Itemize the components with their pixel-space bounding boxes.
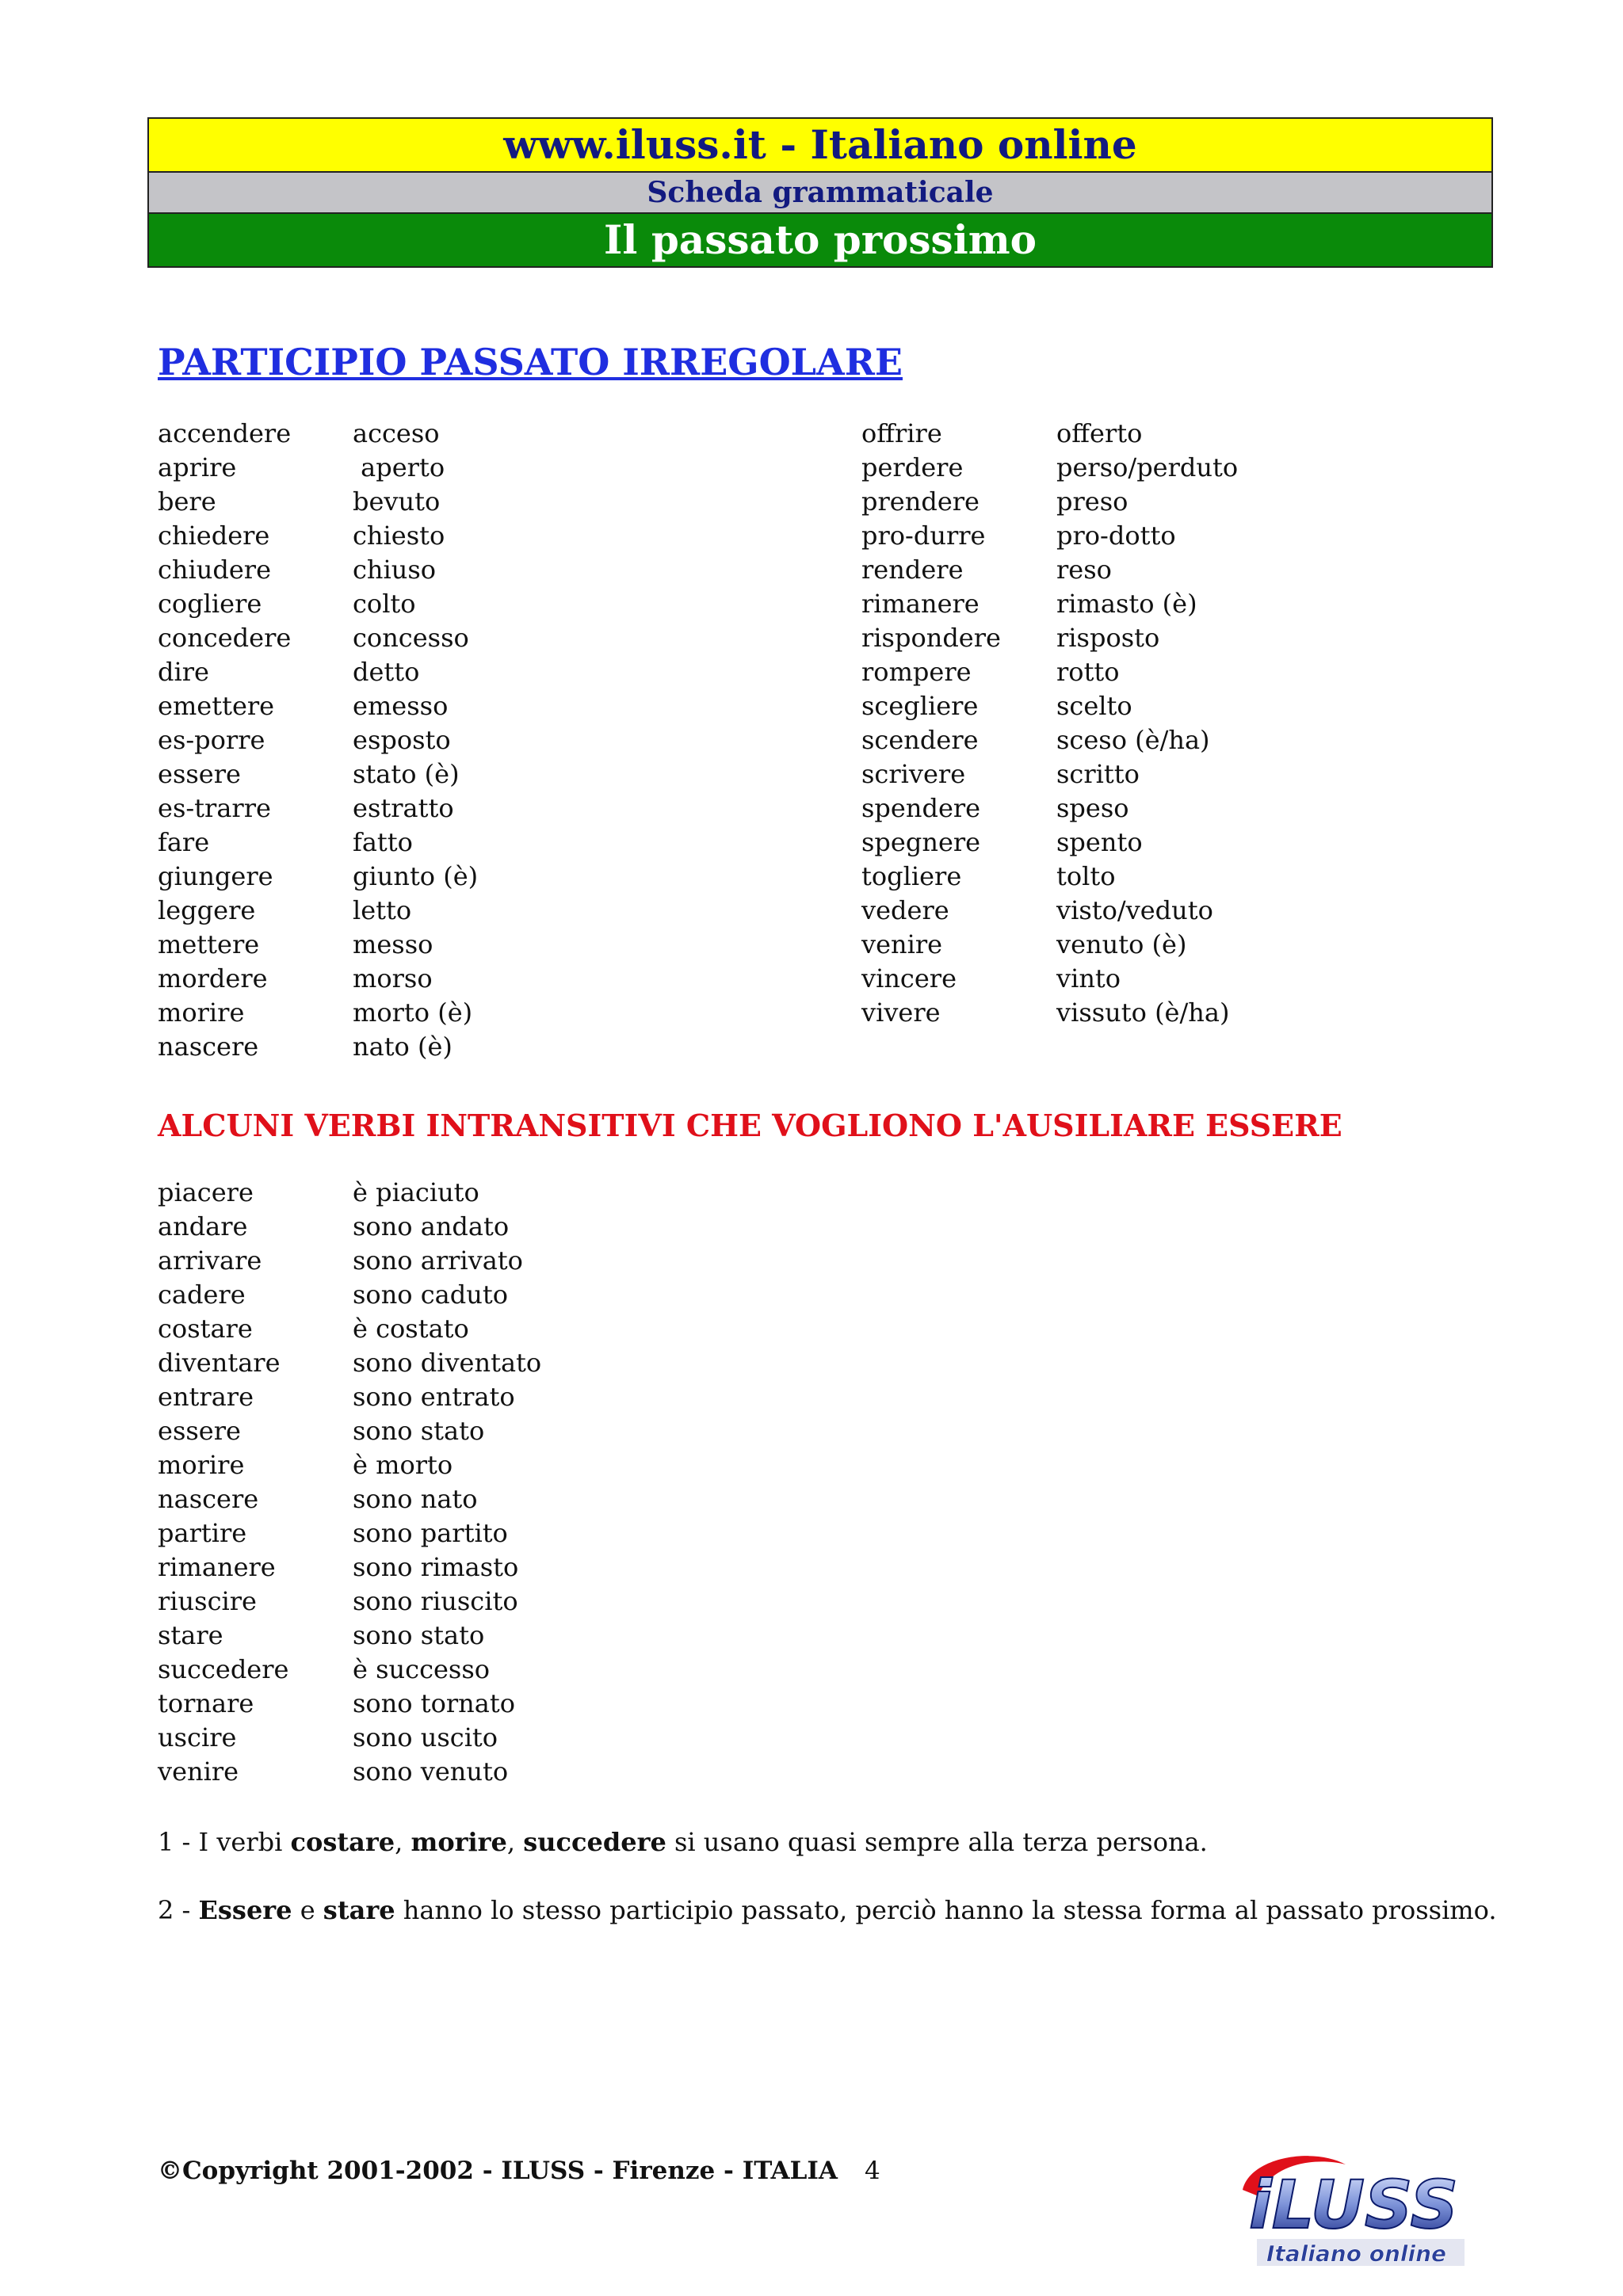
iluss-logo: [1227, 2141, 1480, 2275]
past-participle: morto (è): [353, 997, 473, 1028]
essere-verb-row: [158, 1244, 541, 1278]
past-participle: è morto: [353, 1450, 453, 1480]
infinitive: rimanere: [158, 1552, 276, 1582]
note-1-suffix: si usano quasi sempre alla terza persona.: [666, 1827, 1208, 1857]
essere-verb-row: [158, 1721, 541, 1755]
past-participle: bevuto: [353, 486, 441, 517]
past-participle: stato (è): [353, 759, 460, 789]
irregular-left-row: [158, 587, 478, 621]
past-participle: aperto: [353, 452, 445, 482]
past-participle: pro-dotto: [1056, 521, 1176, 551]
past-participle: sono tornato: [353, 1688, 515, 1718]
infinitive: chiedere: [158, 521, 270, 551]
past-participle: risposto: [1056, 623, 1160, 653]
infinitive: costare: [158, 1314, 253, 1344]
irregular-left-row: [158, 962, 478, 996]
irregular-right-row: [861, 894, 1238, 928]
infinitive: dire: [158, 657, 209, 687]
irregular-left-row: [158, 519, 478, 553]
irregular-right-row: [861, 826, 1238, 860]
past-participle: chiuso: [353, 555, 437, 585]
note-2-prefix: 2 -: [158, 1895, 199, 1925]
infinitive: partire: [158, 1518, 247, 1548]
irregular-list-left: [158, 417, 478, 1064]
irregular-right-row: [861, 689, 1238, 723]
past-participle: sono stato: [353, 1620, 485, 1650]
irregular-left-row: [158, 826, 478, 860]
infinitive: stare: [158, 1620, 223, 1650]
copyright-text: ©Copyright 2001-2002 - ILUSS - Firenze - ITALIA: [158, 2157, 838, 2185]
irregular-left-row: [158, 791, 478, 826]
infinitive: leggere: [158, 895, 256, 925]
past-participle: spento: [1056, 827, 1143, 857]
past-participle: sono nato: [353, 1484, 478, 1514]
past-participle: sono venuto: [353, 1756, 509, 1787]
essere-verb-row: [158, 1346, 541, 1380]
essere-verb-row: [158, 1619, 541, 1653]
essere-verb-row: [158, 1550, 541, 1585]
essere-verb-row: [158, 1755, 541, 1789]
irregular-right-row: [861, 451, 1238, 485]
irregular-right-row: [861, 723, 1238, 757]
essere-verb-row: [158, 1278, 541, 1312]
infinitive: es-trarre: [158, 793, 271, 823]
irregular-left-row: [158, 723, 478, 757]
infinitive: mettere: [158, 929, 260, 959]
infinitive: mordere: [158, 963, 268, 994]
infinitive: pro-durre: [861, 521, 986, 551]
infinitive: essere: [158, 759, 241, 789]
past-participle: tolto: [1056, 861, 1116, 891]
infinitive: tornare: [158, 1688, 254, 1718]
past-participle: morso: [353, 963, 433, 994]
irregular-left-row: [158, 860, 478, 894]
irregular-right-row: [861, 962, 1238, 996]
infinitive: nascere: [158, 1484, 259, 1514]
note-1: [158, 1827, 1208, 1857]
past-participle: sono diventato: [353, 1348, 542, 1378]
infinitive: arrivare: [158, 1245, 262, 1276]
past-participle: messo: [353, 929, 433, 959]
essere-verb-row: [158, 1380, 541, 1414]
irregular-left-row: [158, 553, 478, 587]
note-1-prefix: 1 - I verbi: [158, 1827, 291, 1857]
infinitive: succedere: [158, 1654, 289, 1684]
past-participle: estratto: [353, 793, 454, 823]
infinitive: rendere: [861, 555, 964, 585]
essere-verb-row: [158, 1448, 541, 1482]
past-participle: rimasto (è): [1056, 589, 1197, 619]
past-participle: sono stato: [353, 1416, 485, 1446]
past-participle: vinto: [1056, 963, 1121, 994]
past-participle: nato (è): [353, 1032, 453, 1062]
irregular-right-row: [861, 791, 1238, 826]
infinitive: fare: [158, 827, 210, 857]
infinitive: nascere: [158, 1032, 259, 1062]
irregular-right-row: [861, 417, 1238, 451]
past-participle: sono entrato: [353, 1382, 515, 1412]
infinitive: uscire: [158, 1722, 237, 1753]
past-participle: vissuto (è/ha): [1056, 997, 1230, 1028]
irregular-left-row: [158, 621, 478, 655]
infinitive: andare: [158, 1211, 248, 1241]
irregular-right-row: [861, 860, 1238, 894]
infinitive: diventare: [158, 1348, 281, 1378]
irregular-right-row: [861, 553, 1238, 587]
infinitive: piacere: [158, 1177, 254, 1207]
infinitive: morire: [158, 997, 245, 1028]
past-participle: è successo: [353, 1654, 491, 1684]
infinitive: scendere: [861, 725, 979, 755]
essere-verb-row: [158, 1176, 541, 1210]
footer: [158, 2157, 880, 2185]
irregular-right-row: [861, 996, 1238, 1030]
irregular-right-row: [861, 587, 1238, 621]
past-participle: chiesto: [353, 521, 445, 551]
essere-verb-row: [158, 1516, 541, 1550]
past-participle: reso: [1056, 555, 1112, 585]
past-participle: è costato: [353, 1314, 469, 1344]
essere-verb-row: [158, 1687, 541, 1721]
past-participle: sono uscito: [353, 1722, 498, 1753]
irregular-left-row: [158, 928, 478, 962]
infinitive: riuscire: [158, 1586, 257, 1616]
infinitive: entrare: [158, 1382, 254, 1412]
essere-verb-row: [158, 1585, 541, 1619]
irregular-left-row: [158, 451, 478, 485]
irregular-left-row: [158, 757, 478, 791]
irregular-left-row: [158, 689, 478, 723]
past-participle: scritto: [1056, 759, 1140, 789]
past-participle: colto: [353, 589, 416, 619]
infinitive: chiudere: [158, 555, 272, 585]
irregular-right-row: [861, 757, 1238, 791]
past-participle: è piaciuto: [353, 1177, 479, 1207]
past-participle: emesso: [353, 691, 449, 721]
essere-verb-row: [158, 1210, 541, 1244]
past-participle: fatto: [353, 827, 413, 857]
note-1-sep2: ,: [506, 1827, 524, 1857]
site-title: www.iluss.it - Italiano online: [149, 119, 1491, 173]
infinitive: perdere: [861, 452, 964, 482]
irregular-list-right: [861, 417, 1238, 1030]
page-title: Il passato prossimo: [149, 214, 1491, 266]
past-participle: detto: [353, 657, 420, 687]
sheet-subtitle: Scheda grammaticale: [149, 173, 1491, 214]
past-participle: preso: [1056, 486, 1128, 517]
note-1-word-morire: morire: [411, 1827, 507, 1857]
infinitive: es-porre: [158, 725, 265, 755]
past-participle: sono caduto: [353, 1280, 508, 1310]
past-participle: esposto: [353, 725, 451, 755]
irregular-left-row: [158, 1030, 478, 1064]
note-1-word-costare: costare: [290, 1827, 395, 1857]
past-participle: sono arrivato: [353, 1245, 523, 1276]
irregular-left-row: [158, 996, 478, 1030]
past-participle: sono partito: [353, 1518, 508, 1548]
infinitive: rimanere: [861, 589, 980, 619]
essere-verbs-list: [158, 1176, 541, 1789]
infinitive: morire: [158, 1450, 245, 1480]
past-participle: rotto: [1056, 657, 1120, 687]
irregular-right-row: [861, 519, 1238, 553]
past-participle: offerto: [1056, 418, 1143, 448]
note-1-word-succedere: succedere: [523, 1827, 666, 1857]
infinitive: rompere: [861, 657, 972, 687]
logo-tagline: Italiano online: [1266, 2241, 1446, 2267]
page-number: 4: [864, 2157, 880, 2185]
essere-verb-row: [158, 1653, 541, 1687]
irregular-left-row: [158, 894, 478, 928]
note-2-word-essere: Essere: [198, 1895, 292, 1925]
document-header: [147, 117, 1493, 268]
irregular-right-row: [861, 621, 1238, 655]
irregular-right-row: [861, 928, 1238, 962]
infinitive: emettere: [158, 691, 275, 721]
infinitive: bere: [158, 486, 216, 517]
note-2-mid: e: [292, 1895, 323, 1925]
essere-verb-row: [158, 1312, 541, 1346]
note-2-word-stare: stare: [323, 1895, 395, 1925]
irregular-right-row: [861, 655, 1238, 689]
infinitive: offrire: [861, 418, 942, 448]
infinitive: rispondere: [861, 623, 1001, 653]
infinitive: essere: [158, 1416, 241, 1446]
past-participle: sono rimasto: [353, 1552, 519, 1582]
past-participle: sono andato: [353, 1211, 510, 1241]
section-title-essere-verbs: ALCUNI VERBI INTRANSITIVI CHE VOGLIONO L'AUSILIARE ESSERE: [158, 1108, 1342, 1143]
infinitive: vincere: [861, 963, 957, 994]
infinitive: cadere: [158, 1280, 246, 1310]
irregular-left-row: [158, 485, 478, 519]
irregular-left-row: [158, 417, 478, 451]
infinitive: giungere: [158, 861, 273, 891]
infinitive: concedere: [158, 623, 292, 653]
infinitive: venire: [861, 929, 943, 959]
infinitive: togliere: [861, 861, 962, 891]
infinitive: scrivere: [861, 759, 966, 789]
infinitive: scegliere: [861, 691, 979, 721]
infinitive: accendere: [158, 418, 292, 448]
past-participle: perso/perduto: [1056, 452, 1239, 482]
essere-verb-row: [158, 1482, 541, 1516]
past-participle: scelto: [1056, 691, 1132, 721]
irregular-right-row: [861, 485, 1238, 519]
note-2: [158, 1895, 1497, 1925]
past-participle: speso: [1056, 793, 1129, 823]
past-participle: sono riuscito: [353, 1586, 518, 1616]
logo-wordmark: iLUSS: [1249, 2166, 1458, 2244]
infinitive: vedere: [861, 895, 949, 925]
note-2-suffix: hanno lo stesso participio passato, perciò hanno la stessa forma al passato prossimo.: [395, 1895, 1497, 1925]
past-participle: venuto (è): [1056, 929, 1187, 959]
past-participle: concesso: [353, 623, 469, 653]
note-1-sep1: ,: [395, 1827, 411, 1857]
infinitive: aprire: [158, 452, 237, 482]
past-participle: acceso: [353, 418, 440, 448]
infinitive: prendere: [861, 486, 980, 517]
past-participle: letto: [353, 895, 412, 925]
past-participle: visto/veduto: [1056, 895, 1213, 925]
essere-verb-row: [158, 1414, 541, 1448]
irregular-left-row: [158, 655, 478, 689]
section-title-irregular-participles: PARTICIPIO PASSATO IRREGOLARE: [158, 341, 903, 383]
infinitive: venire: [158, 1756, 239, 1787]
infinitive: spegnere: [861, 827, 981, 857]
past-participle: sceso (è/ha): [1056, 725, 1210, 755]
infinitive: cogliere: [158, 589, 262, 619]
past-participle: giunto (è): [353, 861, 479, 891]
infinitive: vivere: [861, 997, 941, 1028]
infinitive: spendere: [861, 793, 981, 823]
